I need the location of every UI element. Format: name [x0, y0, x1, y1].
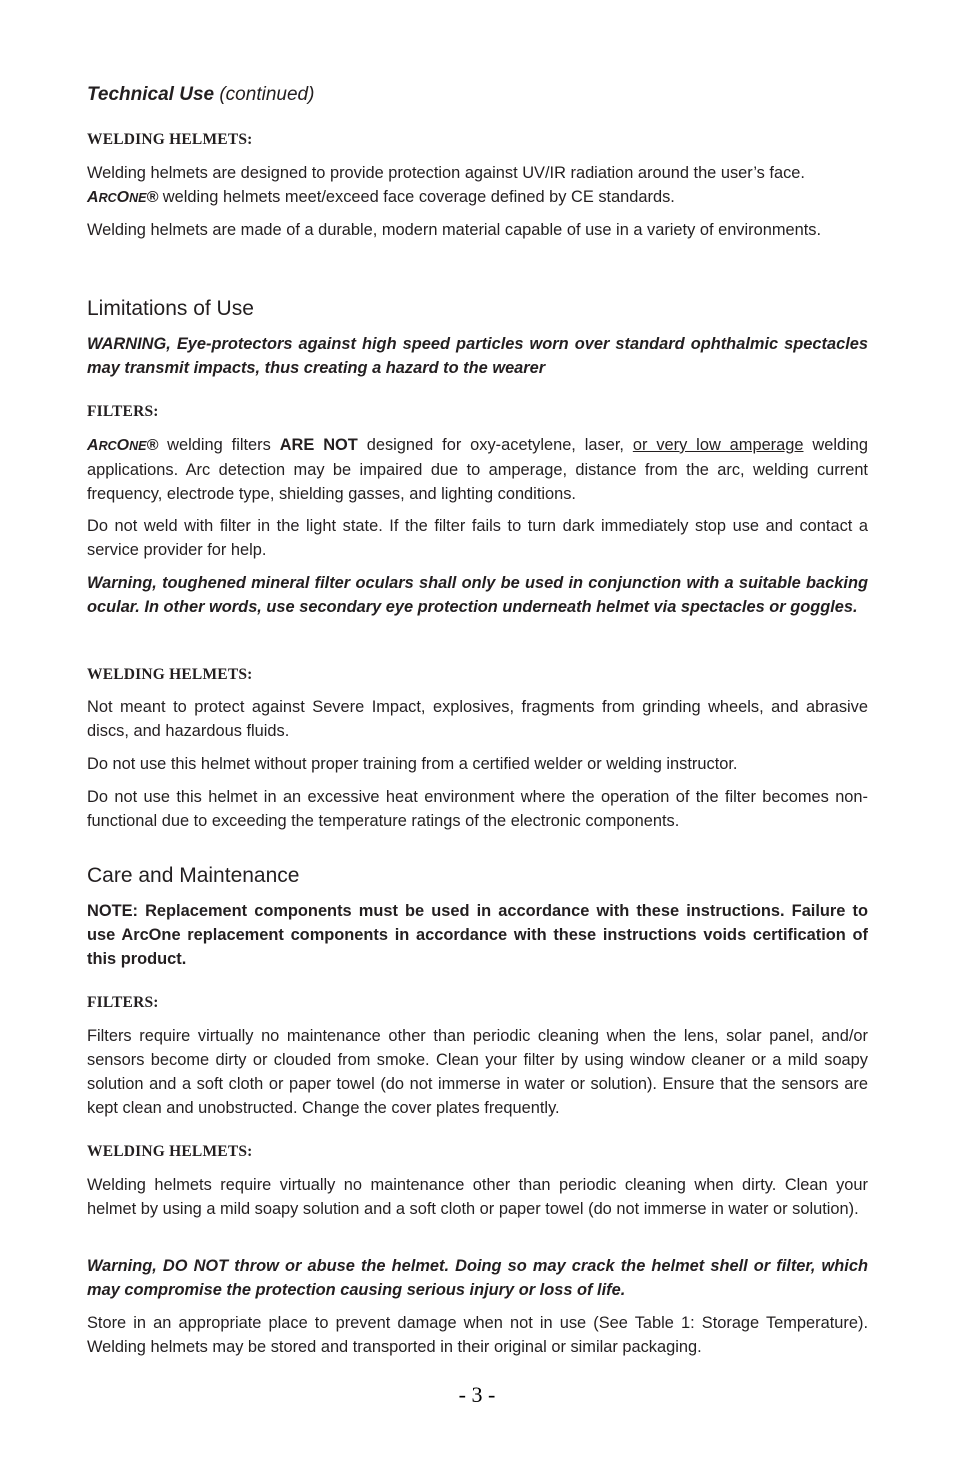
limitations-warning-2: Warning, toughened mineral filter oculars shall only be used in conjunction with a suitable backing ocular. In other words, use secondary eye protection underneath helmet via spectacles or goggles.: [87, 574, 868, 616]
welding-helmets-heading-2: WELDING HELMETS:: [87, 666, 253, 683]
welding-helmets-heading-1: WELDING HELMETS:: [87, 131, 253, 148]
filters-heading-2: FILTERS:: [87, 994, 159, 1011]
section-title: Technical Use: [87, 84, 215, 105]
care-helmets-paragraph-2: Store in an appropriate place to prevent damage when not in use (See Table 1: Storage Temperature). Welding helmets may be stored and transported in their original or similar packaging.: [87, 1314, 868, 1356]
section-header: [87, 82, 314, 108]
care-warning: Warning, DO NOT throw or abuse the helmet. Doing so may crack the helmet shell or filter, which may compromise the protection causing serious injury or loss of life.: [87, 1257, 868, 1299]
filters-paragraph-1: ARCONE® welding filters ARE NOT designed for oxy-acetylene, laser, or very low amperage welding applications. Arc detection may be impaired due to amperage, distance from the arc, welding current frequency, electrode type, shielding gasses, and lighting conditions.: [87, 436, 868, 503]
care-note: NOTE: Replacement components must be used in accordance with these instructions. Failure to use ArcOne replacement components in accordance with these instructions voids certification of this product.: [87, 902, 868, 968]
care-helmets-paragraph-1: Welding helmets require virtually no maintenance other than periodic cleaning when dirty. Clean your helmet by using a mild soapy solution and a soft cloth or paper towel (do not immerse in water or solution).: [87, 1176, 868, 1218]
filters-paragraph-2: Do not weld with filter in the light state. If the filter fails to turn dark immediately stop use and contact a service provider for help.: [87, 517, 868, 559]
section-subtitle: (continued): [219, 84, 315, 105]
helmets-paragraph-3: Do not use this helmet in an excessive heat environment where the operation of the filter becomes non-functional due to exceeding the temperature ratings of the electronic components.: [87, 788, 868, 830]
helmets-paragraph-1: Not meant to protect against Severe Impact, explosives, fragments from grinding wheels, and abrasive discs, and hazardous fluids.: [87, 698, 868, 740]
technical-paragraph-2: ARCONE® welding helmets meet/exceed face coverage defined by CE standards.: [87, 188, 675, 206]
filters-heading-1: FILTERS:: [87, 403, 159, 420]
page-number: - 3 -: [458, 1382, 496, 1407]
technical-paragraph-3: Welding helmets are made of a durable, modern material capable of use in a variety of environments.: [87, 221, 822, 239]
welding-helmets-heading-3: WELDING HELMETS:: [87, 1143, 253, 1160]
technical-paragraph-1: Welding helmets are designed to provide protection against UV/IR radiation around the user’s face.: [87, 164, 805, 182]
care-heading: Care and Maintenance: [87, 864, 300, 887]
brand-name: ARCONE®: [87, 437, 159, 454]
brand-name: ARCONE®: [87, 189, 159, 206]
helmets-paragraph-2: Do not use this helmet without proper training from a certified welder or welding instructor.: [87, 755, 738, 773]
limitations-heading: Limitations of Use: [87, 297, 254, 320]
limitations-warning-1: WARNING, Eye-protectors against high speed particles worn over standard ophthalmic spectacles may transmit impacts, thus creating a hazard to the wearer: [87, 335, 868, 377]
care-filters-paragraph: Filters require virtually no maintenance other than periodic cleaning when the lens, solar panel, and/or sensors become dirty or clouded from smoke. Clean your filter by using window cleaner or a mild soapy solution and a soft cloth or paper towel (do not immerse in water or solution). Ensure that the sensors are kept clean and unobstructed. Change the cover plates frequently.: [87, 1027, 868, 1117]
